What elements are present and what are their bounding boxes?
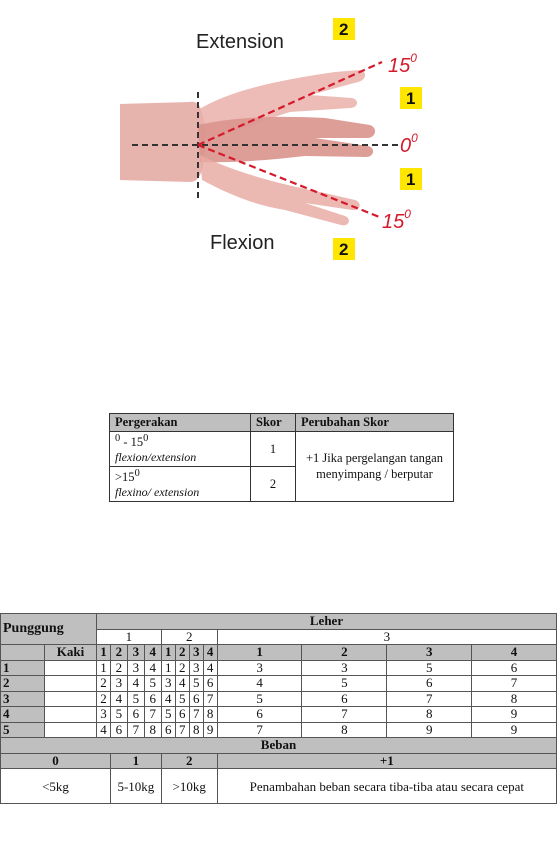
score-cell: 5	[217, 691, 302, 707]
table-header-row	[110, 414, 454, 432]
svg-text:2: 2	[339, 240, 349, 259]
score-cell: 5	[127, 691, 144, 707]
score-cell: 1	[97, 660, 111, 676]
kaki-header: Kaki	[45, 645, 97, 661]
leher-group-3: 3	[217, 629, 556, 645]
score-cell: 9	[472, 707, 557, 723]
svg-text:1: 1	[406, 89, 416, 108]
header-skor: Skor	[251, 414, 296, 432]
kaki-col: 1	[217, 645, 302, 661]
table-row	[1, 707, 557, 723]
kaki-blank-cell	[45, 691, 97, 707]
top-angle-label: $15^0$	[388, 51, 417, 77]
leher-group-2: 2	[161, 629, 217, 645]
score-cell: 9	[203, 722, 217, 738]
flexion-title: Flexion	[210, 232, 275, 254]
score-table-body	[1, 660, 557, 738]
score-cell: 2	[251, 467, 296, 502]
table-row	[1, 660, 557, 676]
punggung-row-label: 5	[1, 722, 45, 738]
score-cell: 6	[387, 676, 472, 692]
score-cell: 6	[472, 660, 557, 676]
score-cell: 6	[302, 691, 387, 707]
punggung-header: Punggung	[1, 614, 97, 645]
blank-corner	[1, 645, 45, 661]
score-cell: 4	[161, 691, 175, 707]
table-row	[110, 432, 454, 467]
beban-header-row	[1, 738, 557, 754]
score-cell: 4	[144, 660, 161, 676]
score-cell: 6	[127, 707, 144, 723]
score-cell: 3	[97, 707, 111, 723]
score-cell: 1	[251, 432, 296, 467]
leher-header-row	[1, 614, 557, 630]
score-cell: 2	[175, 660, 189, 676]
punggung-row-label: 1	[1, 660, 45, 676]
score-cell: 3	[110, 676, 127, 692]
leher-header: Leher	[97, 614, 557, 630]
score-cell: 4	[175, 676, 189, 692]
score-cell: 7	[189, 707, 203, 723]
movement-range-cell: $^0 - 15^0$ flexion/extension	[110, 432, 251, 467]
score-cell: 7	[144, 707, 161, 723]
score-cell: 4	[127, 676, 144, 692]
flexed-hand-shape	[200, 155, 360, 225]
kaki-blank-cell	[45, 707, 97, 723]
wrist-angle-diagram	[120, 0, 440, 265]
table-row	[1, 722, 557, 738]
wrist-movement-score-table	[109, 413, 454, 502]
extension-title: Extension	[196, 31, 284, 53]
punggung-row-label: 2	[1, 676, 45, 692]
score-cell: 7	[387, 691, 472, 707]
score-cell: 7	[302, 707, 387, 723]
beban-score: +1	[217, 753, 556, 769]
kaki-blank-cell	[45, 660, 97, 676]
header-pergerakan: Pergerakan	[110, 414, 251, 432]
score-cell: 5	[110, 707, 127, 723]
kaki-col: 2	[175, 645, 189, 661]
score-cell: 2	[97, 676, 111, 692]
score-cell: 5	[144, 676, 161, 692]
score-cell: 7	[472, 676, 557, 692]
score-cell: 3	[217, 660, 302, 676]
score-cell: 8	[203, 707, 217, 723]
score-cell: 2	[110, 660, 127, 676]
score-cell: 3	[161, 676, 175, 692]
reba-group-a-score-table	[0, 613, 557, 804]
score-cell: 6	[189, 691, 203, 707]
punggung-row-label: 3	[1, 691, 45, 707]
score-cell: 3	[189, 660, 203, 676]
score-cell: 4	[217, 676, 302, 692]
score-cell: 8	[144, 722, 161, 738]
punggung-row-label: 4	[1, 707, 45, 723]
beban-value: >10kg	[161, 769, 217, 804]
score-cell: 3	[127, 660, 144, 676]
score-cell: 4	[203, 660, 217, 676]
kaki-blank-cell	[45, 676, 97, 692]
kaki-col: 4	[472, 645, 557, 661]
score-cell: 8	[387, 707, 472, 723]
score-cell: 8	[189, 722, 203, 738]
kaki-col: 4	[144, 645, 161, 661]
beban-value: Penambahan beban secara tiba-tiba atau secara cepat	[217, 769, 556, 804]
score-cell: 5	[189, 676, 203, 692]
score-cell: 7	[203, 691, 217, 707]
score-badge-upper	[400, 87, 422, 109]
header-perubahan-skor: Perubahan Skor	[296, 414, 454, 432]
score-cell: 6	[161, 722, 175, 738]
score-cell: 6	[144, 691, 161, 707]
score-cell: 8	[302, 722, 387, 738]
table-row	[1, 676, 557, 692]
score-cell: 7	[217, 722, 302, 738]
beban-score-row	[1, 753, 557, 769]
score-badge-lower	[400, 168, 422, 190]
score-change-cell: +1 Jika pergelangan tangan menyimpang / berputar	[296, 432, 454, 502]
beban-value: 5-10kg	[110, 769, 161, 804]
svg-text:1: 1	[406, 170, 416, 189]
score-cell: 4	[97, 722, 111, 738]
bottom-angle-label: $15^0$	[382, 207, 411, 233]
score-cell: 8	[472, 691, 557, 707]
kaki-col: 3	[387, 645, 472, 661]
kaki-col: 1	[161, 645, 175, 661]
kaki-blank-cell	[45, 722, 97, 738]
score-cell: 5	[175, 691, 189, 707]
score-cell: 7	[127, 722, 144, 738]
kaki-col: 1	[97, 645, 111, 661]
score-cell: 5	[387, 660, 472, 676]
movement-range-cell: $>15^0$ flexino/ extension	[110, 467, 251, 502]
kaki-col: 3	[127, 645, 144, 661]
kaki-col: 2	[110, 645, 127, 661]
score-cell: 6	[175, 707, 189, 723]
beban-score: 1	[110, 753, 161, 769]
movement-type: flexion/extension	[115, 450, 197, 465]
score-cell: 6	[217, 707, 302, 723]
beban-value-row	[1, 769, 557, 804]
beban-value: <5kg	[1, 769, 111, 804]
beban-score: 0	[1, 753, 111, 769]
score-cell: 6	[203, 676, 217, 692]
middle-angle-label: $0^0$	[400, 131, 418, 157]
wrist-diagram-svg	[120, 0, 440, 265]
score-cell: 5	[302, 676, 387, 692]
score-badge-bottom	[333, 238, 355, 260]
kaki-col: 3	[189, 645, 203, 661]
table-row	[1, 691, 557, 707]
score-cell: 7	[175, 722, 189, 738]
score-cell: 3	[302, 660, 387, 676]
kaki-col: 2	[302, 645, 387, 661]
score-cell: 9	[387, 722, 472, 738]
kaki-header-row	[1, 645, 557, 661]
svg-text:2: 2	[339, 20, 349, 39]
score-cell: 9	[472, 722, 557, 738]
score-cell: 4	[110, 691, 127, 707]
score-cell: 6	[110, 722, 127, 738]
score-cell: 1	[161, 660, 175, 676]
kaki-col: 4	[203, 645, 217, 661]
forearm-shape	[120, 102, 205, 182]
beban-header: Beban	[1, 738, 557, 754]
beban-score: 2	[161, 753, 217, 769]
score-cell: 5	[161, 707, 175, 723]
movement-type: flexino/ extension	[115, 485, 200, 500]
leher-group-1: 1	[97, 629, 162, 645]
score-badge-top	[333, 18, 355, 40]
score-cell: 2	[97, 691, 111, 707]
